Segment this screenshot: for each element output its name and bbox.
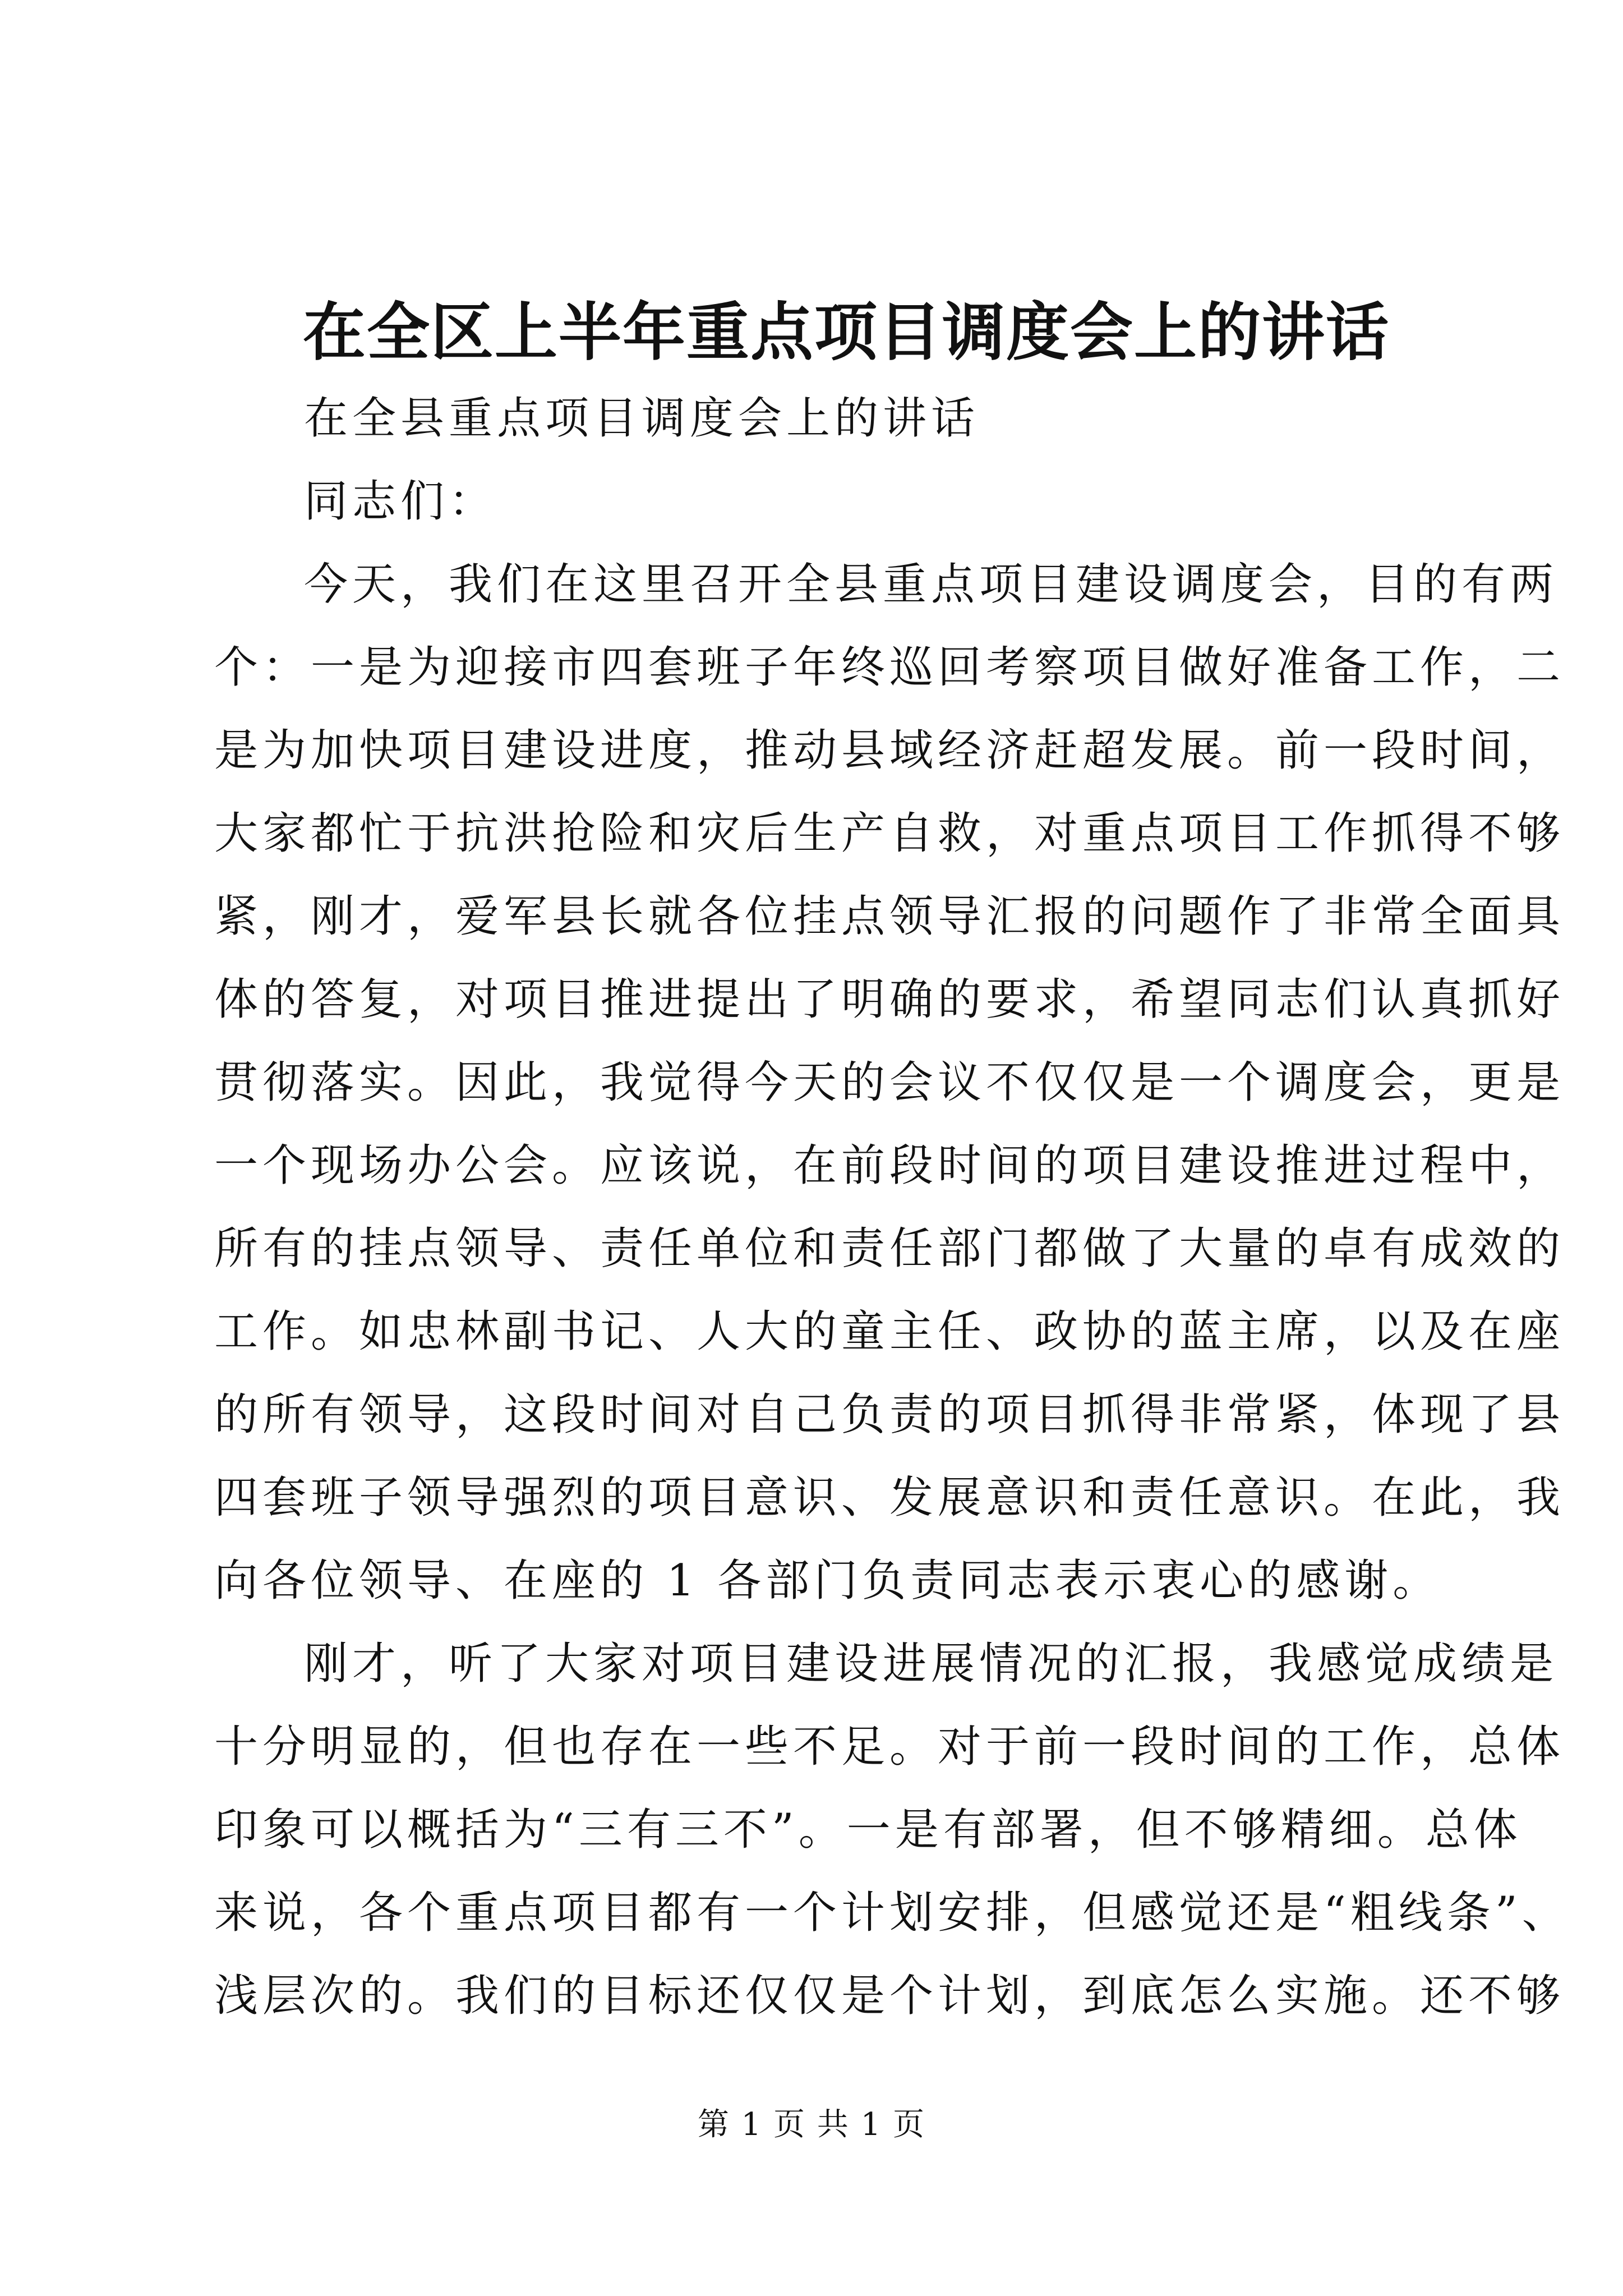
body-line: 紧，刚才，爱军县长就各位挂点领导汇报的问题作了非常全面具: [214, 891, 1565, 942]
body-line: 大家都忙于抗洪抢险和灾后生产自救，对重点项目工作抓得不够: [214, 808, 1565, 859]
body-line: 的所有领导，这段时间对自己负责的项目抓得非常紧，体现了县: [214, 1389, 1565, 1440]
body-line: 贯彻落实。因此，我觉得今天的会议不仅仅是一个调度会，更是: [214, 1057, 1565, 1108]
body-line: 来说，各个重点项目都有一个计划安排，但感觉还是“粗线条”、: [214, 1888, 1570, 1938]
body-line: 浅层次的。我们的目标还仅仅是个计划，到底怎么实施。还不够: [214, 1971, 1565, 2021]
body-line: 是为加快项目建设进度，推动县域经济赶超发展。前一段时间，: [214, 725, 1565, 776]
body-line: 体的答复，对项目推进提出了明确的要求，希望同志们认真抓好: [214, 974, 1565, 1025]
body-line: 个：一是为迎接市四套班子年终巡回考察项目做好准备工作，二: [214, 642, 1565, 693]
body-line: 向各位领导、在座的 1 各部门负责同志表示衷心的感谢。: [214, 1556, 1441, 1606]
body-line: 印象可以概括为“三有三不”。一是有部署，但不够精细。总体: [214, 1805, 1522, 1855]
document-title: 在全区上半年重点项目调度会上的讲话: [303, 296, 1390, 369]
body-line: 今天，我们在这里召开全县重点项目建设调度会，目的有两: [304, 559, 1559, 610]
body-line: 十分明显的，但也存在一些不足。对于前一段时间的工作，总体: [214, 1722, 1565, 1772]
page-footer: 第 1 页 共 1 页: [697, 2106, 926, 2143]
document-body: [214, 377, 1570, 2037]
body-line: 工作。如忠林副书记、人大的童主任、政协的蓝主席，以及在座: [214, 1306, 1565, 1357]
body-line: 刚才，听了大家对项目建设进展情况的汇报，我感觉成绩是: [304, 1639, 1559, 1689]
body-line: 同志们：: [304, 476, 497, 527]
body-line: 在全县重点项目调度会上的讲话: [304, 393, 980, 444]
body-line: 四套班子领导强烈的项目意识、发展意识和责任意识。在此，我: [214, 1473, 1565, 1523]
body-line: 一个现场办公会。应该说，在前段时间的项目建设推进过程中，: [214, 1140, 1565, 1191]
body-line: 所有的挂点领导、责任单位和责任部门都做了大量的卓有成效的: [214, 1223, 1565, 1274]
